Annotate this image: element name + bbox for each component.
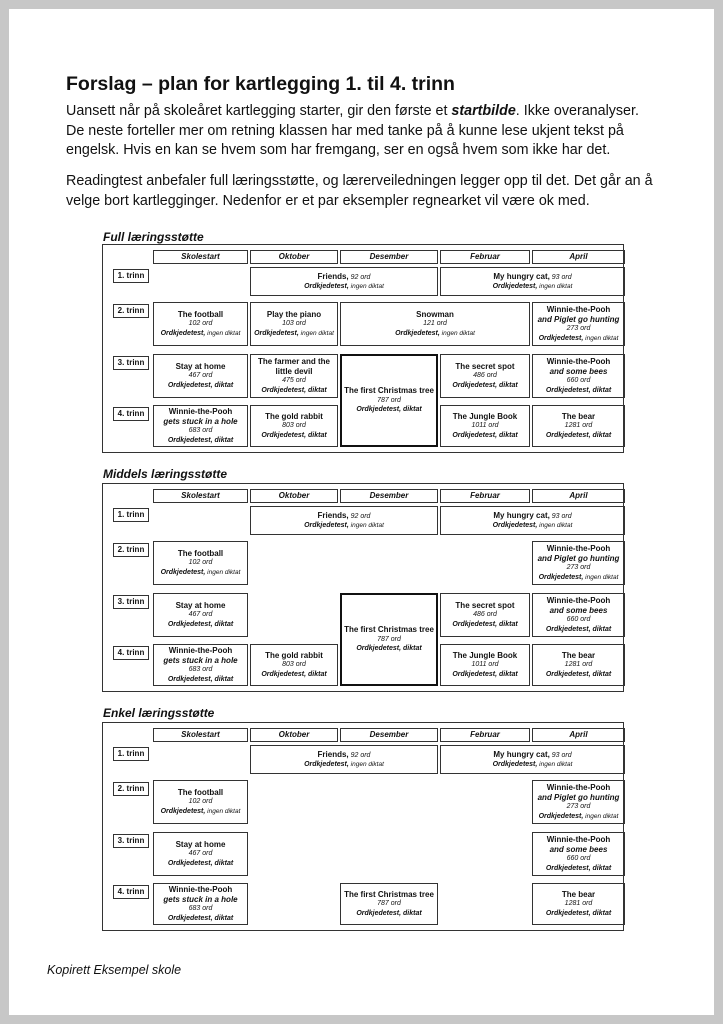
- activity-subtitle: and Piglet go hunting: [537, 792, 620, 802]
- activity-title: [547, 544, 610, 554]
- activity-title-text: Winnie-the-Pooh: [168, 646, 233, 655]
- word-count: 787 ord: [377, 396, 401, 404]
- grade-label: 4. trinn: [113, 646, 149, 660]
- activity-title-text: The secret spot: [455, 361, 515, 371]
- activity-cell: [532, 883, 625, 925]
- activity-title: [176, 840, 226, 850]
- test-note: ingen diktat: [205, 568, 241, 576]
- column-header: Oktober: [250, 489, 338, 503]
- activity-cell: [340, 883, 438, 925]
- activity-title: [344, 625, 434, 635]
- grade-label: 1. trinn: [113, 508, 149, 522]
- plan-table-full: [102, 244, 624, 453]
- activity-title-text: The bear: [561, 411, 596, 421]
- activity-title: [455, 362, 514, 372]
- activity-title-text: The secret spot: [455, 600, 515, 610]
- test-note: ingen diktat: [439, 329, 475, 337]
- word-count: 660 ord: [566, 855, 591, 862]
- activity-cell: [250, 267, 438, 296]
- test-note: ingen diktat: [537, 283, 573, 290]
- activity-cell: [250, 745, 438, 774]
- activity-cell: [153, 593, 248, 637]
- activity-title-text: Friends,: [317, 271, 349, 281]
- word-count: 121 ord: [423, 320, 447, 328]
- test-note: ingen diktat: [348, 761, 384, 768]
- word-count: 92 ord: [348, 512, 371, 520]
- word-count: 660 ord: [566, 616, 591, 623]
- activity-title-text: My hungry cat,: [493, 271, 550, 281]
- activity-title: [318, 511, 371, 522]
- word-count: 273 ord: [566, 803, 591, 810]
- activity-subtitle: and some bees: [549, 366, 608, 376]
- word-count: 467 ord: [188, 850, 213, 858]
- activity-title: [253, 357, 335, 376]
- activity-cell: [440, 405, 530, 447]
- activity-title-text: Stay at home: [175, 600, 226, 610]
- activity-title: [178, 310, 223, 320]
- activity-title: [176, 362, 226, 372]
- column-header: April: [532, 250, 625, 264]
- activity-subtitle: and Piglet go hunting: [537, 314, 620, 324]
- word-count: 1281 ord: [564, 900, 593, 908]
- activity-title-text: The Jungle Book: [452, 650, 518, 660]
- activity-title-text: Winnie-the-Pooh: [546, 835, 611, 844]
- test-note: ingen diktat: [205, 329, 241, 337]
- activity-title-text: My hungry cat,: [493, 749, 550, 759]
- test-type: Ordkjedetest, diktat: [261, 431, 327, 439]
- activity-title-text: The farmer and the little devil: [257, 357, 330, 376]
- activity-cell: [250, 302, 338, 346]
- word-count: 1011 ord: [471, 661, 499, 669]
- activity-title-text: My hungry cat,: [493, 510, 550, 520]
- word-count: 93 ord: [549, 273, 572, 281]
- word-count: 273 ord: [566, 564, 591, 571]
- test-type: Ordkjedetest, diktat: [545, 670, 612, 678]
- activity-cell: [153, 832, 248, 876]
- activity-cell: [440, 267, 625, 296]
- column-header: Desember: [340, 250, 438, 264]
- activity-title: [562, 890, 595, 900]
- intro-emphasis: startbilde: [451, 103, 516, 119]
- grade-label: 3. trinn: [113, 595, 149, 609]
- activity-title-text: Winnie-the-Pooh: [546, 544, 611, 553]
- test-type: Ordkjedetest, diktat: [452, 620, 518, 628]
- grade-label: 4. trinn: [113, 885, 149, 899]
- activity-title: [178, 788, 223, 798]
- activity-cell: [532, 593, 625, 637]
- word-count: 683 ord: [188, 905, 213, 912]
- test-type: Ordkjedetest, diktat: [545, 386, 612, 394]
- activity-cell: [440, 644, 530, 686]
- activity-subtitle: and Piglet go hunting: [537, 553, 620, 563]
- test-type: Ordkjedetest, diktat: [167, 675, 234, 683]
- test-type: Ordkjedetest, diktat: [356, 406, 422, 414]
- word-count: 102 ord: [188, 798, 213, 806]
- test-note: ingen diktat: [537, 522, 573, 529]
- activity-title: [344, 386, 434, 396]
- word-count: 660 ord: [566, 377, 591, 384]
- test-type: Ordkjedetest, diktat: [545, 864, 612, 872]
- column-header: Februar: [440, 489, 530, 503]
- activity-cell: [250, 405, 338, 447]
- activity-cell: [153, 780, 248, 824]
- activity-title-text: The gold rabbit: [265, 411, 323, 421]
- word-count: 803 ord: [282, 661, 306, 669]
- activity-title-text: Winnie-the-Pooh: [546, 783, 611, 792]
- activity-cell: [532, 302, 625, 346]
- column-header: April: [532, 489, 625, 503]
- activity-title: [318, 272, 371, 283]
- test-note: ingen diktat: [537, 761, 573, 768]
- word-count: 92 ord: [348, 273, 371, 281]
- word-count: 787 ord: [377, 635, 401, 643]
- activity-cell: [153, 644, 248, 686]
- activity-title: [267, 310, 321, 320]
- activity-title-text: The gold rabbit: [265, 650, 323, 660]
- test-type: Ordkjedetest, diktat: [452, 431, 518, 439]
- activity-cell: [250, 354, 338, 398]
- word-count: 102 ord: [188, 559, 213, 567]
- test-type: Ordkjedetest, diktat: [167, 859, 234, 867]
- grade-label: 2. trinn: [113, 782, 149, 796]
- activity-cell: [340, 593, 438, 686]
- activity-cell: [532, 644, 625, 686]
- page-title: Forslag – plan for kartlegging 1. til 4. trinn: [66, 73, 455, 95]
- column-header: Desember: [340, 489, 438, 503]
- test-type: Ordkjedetest, diktat: [167, 914, 234, 922]
- activity-cell: [440, 745, 625, 774]
- test-type: Ordkjedetest, diktat: [167, 436, 234, 444]
- activity-title: [416, 310, 454, 320]
- activity-cell: [153, 302, 248, 346]
- test-type: Ordkjedetest, diktat: [545, 909, 612, 917]
- activity-subtitle: gets stuck in a hole: [163, 655, 238, 665]
- activity-title-text: Winnie-the-Pooh: [168, 407, 233, 416]
- plan-table-middels: [102, 483, 624, 692]
- word-count: 467 ord: [188, 372, 213, 380]
- grade-label: 3. trinn: [113, 834, 149, 848]
- test-type: Ordkjedetest, ingen diktat: [492, 761, 573, 768]
- activity-cell: [153, 883, 248, 925]
- activity-title: [493, 272, 571, 283]
- test-type: Ordkjedetest, diktat: [356, 645, 422, 653]
- activity-title-text: Stay at home: [175, 361, 226, 371]
- plan-table-enkel: [102, 722, 624, 931]
- activity-cell: [153, 541, 248, 585]
- test-type: Ordkjedetest, diktat: [545, 625, 612, 633]
- test-type: Ordkjedetest, diktat: [261, 386, 327, 394]
- grade-label: 4. trinn: [113, 407, 149, 421]
- grade-label: 1. trinn: [113, 269, 149, 283]
- column-header: Oktober: [250, 728, 338, 742]
- word-count: 787 ord: [377, 900, 401, 908]
- activity-cell: [153, 354, 248, 398]
- test-type: Ordkjedetest, diktat: [452, 381, 518, 389]
- activity-title-text: Play the piano: [266, 309, 322, 319]
- grade-label: 1. trinn: [113, 747, 149, 761]
- activity-cell: [532, 780, 625, 824]
- activity-title: [453, 651, 517, 661]
- test-type: Ordkjedetest, ingen diktat: [492, 522, 573, 529]
- activity-title: [455, 601, 514, 611]
- test-type: Ordkjedetest, ingen diktat: [538, 573, 619, 581]
- section-title-full: Full læringsstøtte: [103, 230, 204, 244]
- activity-title: [169, 646, 232, 656]
- activity-title-text: Stay at home: [175, 839, 226, 849]
- intro-text-end: . Ikke overanalyser. De neste forteller mer om retning klassen har med tanke på å kunne lese ukjent tekst på engelsk. Hvis en kan se hvem som har fremgang, ser en også hvem som ikke har det.: [66, 103, 639, 159]
- intro-paragraph-2: Readingtest anbefaler full læringsstøtte, og lærerveiledningen legger opp til det. Det går an å velge bort kartlegginger. Nedenfor er et par eksempler regnearket vil være ok med.: [66, 173, 653, 209]
- grade-label: 2. trinn: [113, 304, 149, 318]
- activity-title: [265, 412, 323, 422]
- activity-title: [547, 835, 610, 845]
- column-header: Skolestart: [153, 728, 248, 742]
- word-count: 102 ord: [188, 320, 213, 328]
- activity-title-text: Winnie-the-Pooh: [546, 596, 611, 605]
- activity-title: [318, 750, 371, 761]
- activity-title: [547, 783, 610, 793]
- test-type: Ordkjedetest, diktat: [261, 670, 327, 678]
- test-note: ingen diktat: [348, 283, 384, 290]
- grade-label: 2. trinn: [113, 543, 149, 557]
- activity-title-text: The football: [177, 548, 224, 558]
- column-header: Oktober: [250, 250, 338, 264]
- activity-title: [169, 407, 232, 417]
- test-note: ingen diktat: [583, 334, 619, 342]
- activity-title-text: The first Christmas tree: [344, 386, 434, 396]
- activity-title-text: Friends,: [317, 510, 349, 520]
- activity-cell: [250, 644, 338, 686]
- activity-cell: [440, 354, 530, 398]
- activity-cell: [440, 506, 625, 535]
- activity-title: [265, 651, 323, 661]
- word-count: 92 ord: [348, 751, 371, 759]
- section-title-middels: Middels læringsstøtte: [103, 467, 228, 481]
- activity-title: [178, 549, 223, 559]
- activity-title: [344, 890, 434, 900]
- test-note: ingen diktat: [348, 522, 384, 529]
- test-type: Ordkjedetest, ingen diktat: [304, 761, 384, 768]
- activity-subtitle: and some bees: [549, 605, 608, 615]
- activity-title: [562, 651, 595, 661]
- word-count: 486 ord: [473, 372, 497, 380]
- document-page: [9, 9, 714, 1015]
- test-type: Ordkjedetest, diktat: [545, 431, 612, 439]
- word-count: 475 ord: [282, 377, 306, 384]
- intro-text-start: Uansett når på skoleåret kartlegging starter, gir den første et: [66, 103, 452, 119]
- activity-title: [493, 750, 571, 761]
- test-type: Ordkjedetest, diktat: [452, 670, 518, 678]
- word-count: 486 ord: [473, 611, 497, 619]
- activity-cell: [532, 405, 625, 447]
- activity-subtitle: gets stuck in a hole: [163, 894, 238, 904]
- test-note: ingen diktat: [205, 807, 241, 815]
- footer-copyright: Kopirett Eksempel skole: [47, 963, 182, 977]
- activity-title-text: The first Christmas tree: [344, 889, 434, 899]
- activity-title-text: Winnie-the-Pooh: [546, 305, 611, 314]
- activity-cell: [153, 405, 248, 447]
- activity-cell: [532, 832, 625, 876]
- activity-title-text: Winnie-the-Pooh: [546, 357, 611, 366]
- word-count: 683 ord: [188, 427, 213, 434]
- test-type: Ordkjedetest, diktat: [356, 909, 422, 917]
- activity-title-text: Winnie-the-Pooh: [168, 885, 233, 894]
- word-count: 93 ord: [549, 512, 572, 520]
- activity-title: [547, 596, 610, 606]
- activity-title-text: Friends,: [317, 749, 349, 759]
- activity-title: [493, 511, 571, 522]
- test-type: Ordkjedetest, ingen diktat: [160, 568, 241, 576]
- activity-title: [176, 601, 226, 611]
- column-header: Skolestart: [153, 250, 248, 264]
- column-header: April: [532, 728, 625, 742]
- activity-title: [169, 885, 232, 895]
- activity-title-text: The bear: [561, 889, 596, 899]
- activity-title: [453, 412, 517, 422]
- word-count: 93 ord: [549, 751, 572, 759]
- test-type: Ordkjedetest, ingen diktat: [538, 334, 619, 342]
- activity-title-text: The first Christmas tree: [344, 625, 434, 635]
- word-count: 467 ord: [188, 611, 213, 619]
- activity-cell: [340, 354, 438, 447]
- test-note: ingen diktat: [583, 573, 619, 581]
- test-type: Ordkjedetest, ingen diktat: [160, 807, 241, 815]
- test-type: Ordkjedetest, ingen diktat: [254, 329, 334, 337]
- activity-title-text: The Jungle Book: [452, 411, 518, 421]
- word-count: 683 ord: [188, 666, 213, 673]
- activity-title-text: The bear: [561, 650, 596, 660]
- test-note: ingen diktat: [298, 329, 334, 337]
- test-type: Ordkjedetest, ingen diktat: [395, 329, 475, 337]
- activity-title: [547, 357, 610, 367]
- activity-title: [547, 305, 610, 315]
- activity-title-text: The football: [177, 309, 224, 319]
- activity-cell: [532, 354, 625, 398]
- column-header: Skolestart: [153, 489, 248, 503]
- test-type: Ordkjedetest, diktat: [167, 381, 234, 389]
- activity-title-text: The football: [177, 787, 224, 797]
- grade-label: 3. trinn: [113, 356, 149, 370]
- section-title-enkel: Enkel læringsstøtte: [103, 706, 215, 720]
- test-type: Ordkjedetest, ingen diktat: [304, 283, 384, 290]
- word-count: 103 ord: [282, 320, 306, 328]
- activity-cell: [440, 593, 530, 637]
- activity-subtitle: and some bees: [549, 844, 608, 854]
- intro-paragraph: [66, 102, 656, 161]
- word-count: 273 ord: [566, 325, 591, 332]
- word-count: 1011 ord: [471, 422, 499, 430]
- word-count: 803 ord: [282, 422, 306, 430]
- activity-title: [562, 412, 595, 422]
- column-header: Februar: [440, 250, 530, 264]
- column-header: Februar: [440, 728, 530, 742]
- word-count: 1281 ord: [564, 661, 593, 669]
- column-header: Desember: [340, 728, 438, 742]
- test-type: Ordkjedetest, ingen diktat: [160, 329, 241, 337]
- activity-cell: [340, 302, 530, 346]
- test-note: ingen diktat: [583, 812, 619, 820]
- activity-title-text: Snowman: [416, 309, 454, 319]
- test-type: Ordkjedetest, ingen diktat: [304, 522, 384, 529]
- activity-cell: [532, 541, 625, 585]
- test-type: Ordkjedetest, ingen diktat: [492, 283, 573, 290]
- test-type: Ordkjedetest, ingen diktat: [538, 812, 619, 820]
- activity-cell: [250, 506, 438, 535]
- activity-subtitle: gets stuck in a hole: [163, 416, 238, 426]
- test-type: Ordkjedetest, diktat: [167, 620, 234, 628]
- word-count: 1281 ord: [564, 422, 593, 430]
